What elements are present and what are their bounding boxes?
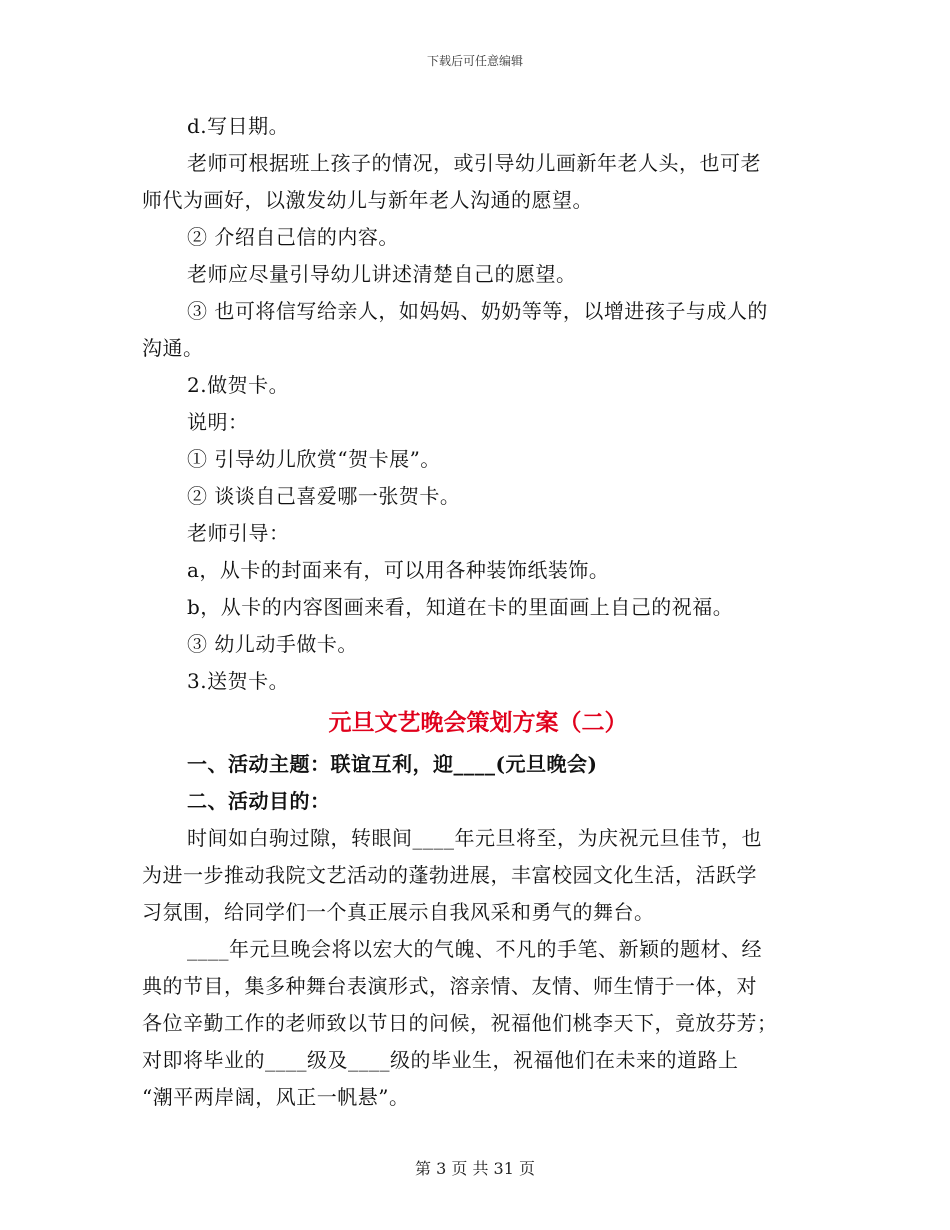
text-line: d.写日期。 xyxy=(187,114,290,138)
text-line: 2.做贺卡。 xyxy=(187,373,290,397)
text-line: “潮平两岸阔，风正一帆悬”。 xyxy=(142,1085,410,1109)
text-line: 为进一步推动我院文艺活动的蓬勃进展，丰富校园文化生活，活跃学 xyxy=(142,863,757,887)
text-line: 3.送贺卡。 xyxy=(187,669,290,693)
text-line: 对即将毕业的____级及____级的毕业生，祝福他们在未来的道路上 xyxy=(142,1048,739,1072)
text-line: 师代为画好，以激发幼儿与新年老人沟通的愿望。 xyxy=(142,188,593,212)
text-line: 老师引导： xyxy=(187,521,290,545)
text-line: ③ 也可将信写给亲人，如妈妈、奶奶等等，以增进孩子与成人的 xyxy=(187,299,768,323)
text-line: ② 介绍自己信的内容。 xyxy=(187,225,399,249)
text-line: b，从卡的内容图画来看，知道在卡的里面画上自己的祝福。 xyxy=(187,595,734,619)
text-line: ____年元旦晚会将以宏大的气魄、不凡的手笔、新颖的题材、经 xyxy=(187,937,762,961)
text-line: a，从卡的封面来有，可以用各种装饰纸装饰。 xyxy=(187,558,610,582)
text-line: 习氛围，给同学们一个真正展示自我风采和勇气的舞台。 xyxy=(142,900,655,924)
text-line: 老师可根据班上孩子的情况，或引导幼儿画新年老人头，也可老 xyxy=(187,151,761,175)
text-line: 沟通。 xyxy=(142,336,204,360)
text-line: ③ 幼儿动手做卡。 xyxy=(187,632,358,656)
heading-activity-theme: 一、活动主题：联谊互利，迎____(元旦晚会) xyxy=(187,752,598,776)
heading-activity-purpose: 二、活动目的： xyxy=(187,789,331,813)
text-line: ① 引导幼儿欣赏“贺卡展”。 xyxy=(187,447,441,471)
text-line: 典的节目，集多种舞台表演形式，溶亲情、友情、师生情于一体，对 xyxy=(142,974,757,998)
section-title: 元旦文艺晚会策划方案（二） xyxy=(328,709,628,736)
text-line: 说明： xyxy=(187,410,249,434)
text-line: ② 谈谈自己喜爱哪一张贺卡。 xyxy=(187,484,461,508)
text-line: 各位辛勤工作的老师致以节日的问候，祝福他们桃李天下，竟放芬芳； xyxy=(142,1011,778,1035)
document-body xyxy=(142,108,814,1116)
page-footer: 第 3 页 共 31 页 xyxy=(415,1159,535,1178)
text-line: 老师应尽量引导幼儿讲述清楚自己的愿望。 xyxy=(187,262,577,286)
page-header: 下载后可任意编辑 xyxy=(426,54,523,68)
text-line: 时间如白驹过隙，转眼间____年元旦将至，为庆祝元旦佳节，也 xyxy=(187,826,762,850)
